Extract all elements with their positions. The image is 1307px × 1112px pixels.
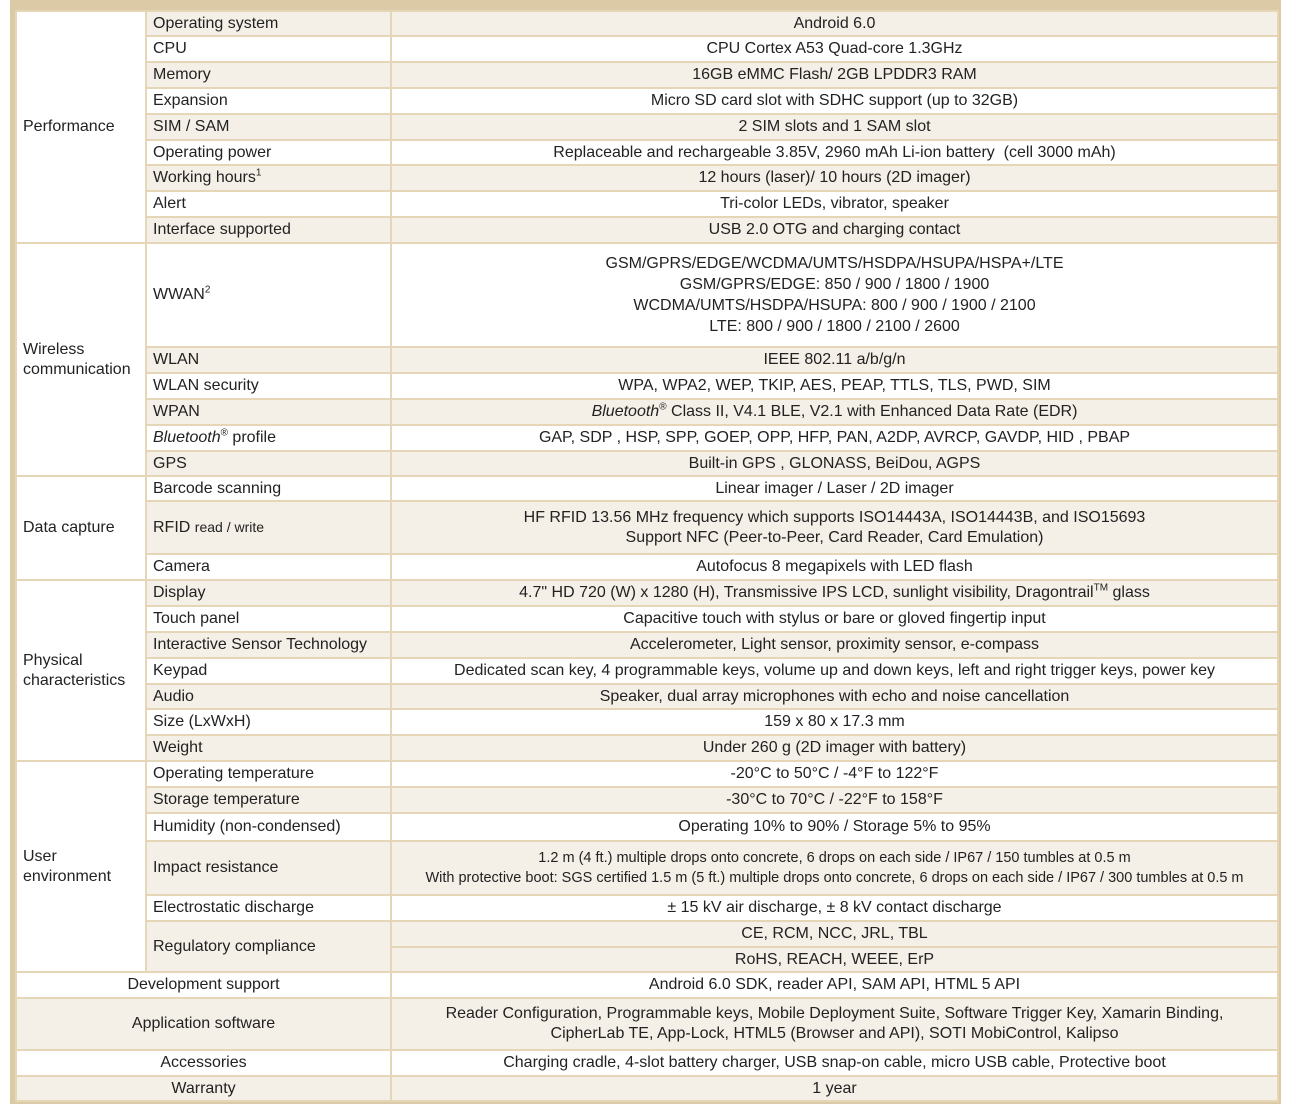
spec-value: Built-in GPS , GLONASS, BeiDou, AGPS	[391, 451, 1278, 476]
spec-label: Alert	[146, 191, 391, 217]
category-line: Physical	[23, 651, 83, 669]
table-row	[16, 632, 1278, 658]
spec-value: Dedicated scan key, 4 programmable keys, volume up and down keys, left and right trigger keys, power key	[391, 658, 1278, 684]
spec-label: Impact resistance	[146, 841, 391, 895]
spec-value	[391, 580, 1278, 606]
table-row	[16, 88, 1278, 114]
spec-value: -30°C to 70°C / -22°F to 158°F	[391, 787, 1278, 813]
spec-value: Speaker, dual array microphones with echo and noise cancellation	[391, 684, 1278, 709]
value-line: GSM/GPRS/EDGE/WCDMA/UMTS/HSDPA/HSUPA/HSPA+/LTE	[605, 255, 1064, 272]
table-row	[16, 399, 1278, 425]
spec-value: Linear imager / Laser / 2D imager	[391, 476, 1278, 501]
table-row	[16, 1050, 1278, 1076]
spec-label: Electrostatic discharge	[146, 895, 391, 921]
registered-mark: ®	[220, 427, 228, 439]
spec-label: Accessories	[16, 1050, 391, 1076]
table-row	[16, 11, 1278, 36]
spec-value: Replaceable and rechargeable 3.85V, 2960 mAh Li-ion battery (cell 3000 mAh)	[391, 140, 1278, 165]
table-row	[16, 62, 1278, 88]
spec-label: Camera	[146, 554, 391, 580]
footnote-mark: 1	[255, 167, 262, 179]
spec-value: Micro SD card slot with SDHC support (up to 32GB)	[391, 88, 1278, 114]
spec-label: Weight	[146, 735, 391, 761]
spec-label: Storage temperature	[146, 787, 391, 813]
table-row	[16, 243, 1278, 347]
table-row	[16, 1076, 1278, 1101]
spec-label: Humidity (non-condensed)	[146, 813, 391, 841]
value-line: With protective boot: SGS certified 1.5 m (5 ft.) multiple drops onto concrete, 6 drops on each side / IP67 / 300 tumbles at 0.5 m	[425, 870, 1244, 886]
table-row	[16, 501, 1278, 554]
category-physical-characteristics	[16, 580, 146, 761]
value-line: CipherLab TE, App-Lock, HTML5 (Browser and API), SOTI MobiControl, Kalipso	[550, 1025, 1119, 1042]
spec-label: GPS	[146, 451, 391, 476]
category-performance: Performance	[16, 11, 146, 243]
category-data-capture: Data capture	[16, 476, 146, 580]
value-text: 4.7" HD 720 (W) x 1280 (H), Transmissive IPS LCD, sunlight visibility, Dragontrail	[519, 584, 1094, 601]
table-row	[16, 425, 1278, 451]
table-row	[16, 140, 1278, 165]
spec-value	[391, 998, 1278, 1050]
category-line: communication	[23, 360, 131, 378]
spec-label: Interface supported	[146, 217, 391, 243]
spec-label	[146, 425, 391, 451]
spec-value	[391, 841, 1278, 895]
spec-label: Keypad	[146, 658, 391, 684]
table-row	[16, 373, 1278, 399]
table-row	[16, 735, 1278, 761]
label-text: WWAN	[153, 286, 205, 303]
table-row	[16, 580, 1278, 606]
bluetooth-brand: Bluetooth	[153, 429, 221, 446]
spec-label: Development support	[16, 972, 391, 998]
table-row	[16, 998, 1278, 1050]
spec-value: 12 hours (laser)/ 10 hours (2D imager)	[391, 165, 1278, 191]
table-row	[16, 761, 1278, 787]
spec-value: Autofocus 8 megapixels with LED flash	[391, 554, 1278, 580]
value-text: glass	[1108, 584, 1150, 601]
spec-value: Tri-color LEDs, vibrator, speaker	[391, 191, 1278, 217]
label-text: RFID	[153, 519, 191, 536]
spec-label: CPU	[146, 36, 391, 62]
spec-value: 2 SIM slots and 1 SAM slot	[391, 114, 1278, 140]
table-row	[16, 658, 1278, 684]
spec-value: Android 6.0	[391, 11, 1278, 36]
spec-table	[15, 10, 1279, 1102]
table-row	[16, 972, 1278, 998]
table-row	[16, 217, 1278, 243]
bluetooth-brand: Bluetooth	[591, 403, 660, 420]
spec-label: Interactive Sensor Technology	[146, 632, 391, 658]
spec-value: WPA, WPA2, WEP, TKIP, AES, PEAP, TTLS, TLS, PWD, SIM	[391, 373, 1278, 399]
table-row	[16, 554, 1278, 580]
spec-label	[146, 501, 391, 554]
footnote-mark: 2	[204, 284, 211, 296]
trademark-mark: TM	[1093, 582, 1109, 594]
table-row	[16, 895, 1278, 921]
spec-value: Android 6.0 SDK, reader API, SAM API, HTML 5 API	[391, 972, 1278, 998]
spec-value: ± 15 kV air discharge, ± 8 kV contact discharge	[391, 895, 1278, 921]
value-line: Reader Configuration, Programmable keys, Mobile Deployment Suite, Software Trigger Key, Xamarin Binding,	[445, 1005, 1224, 1022]
spec-label: Expansion	[146, 88, 391, 114]
spec-value: Operating 10% to 90% / Storage 5% to 95%	[391, 813, 1278, 841]
label-note: read / write	[194, 519, 265, 535]
spec-value: CE, RCM, NCC, JRL, TBL	[391, 921, 1278, 947]
table-row	[16, 921, 1278, 947]
category-line: Wireless	[23, 340, 85, 358]
registered-mark: ®	[659, 401, 667, 413]
table-row	[16, 684, 1278, 709]
spec-label: Operating temperature	[146, 761, 391, 787]
value-line: Support NFC (Peer-to-Peer, Card Reader, Card Emulation)	[625, 528, 1044, 546]
spec-value: GAP, SDP , HSP, SPP, GOEP, OPP, HFP, PAN, A2DP, AVRCP, GAVDP, HID , PBAP	[391, 425, 1278, 451]
spec-label	[146, 243, 391, 347]
spec-label: WPAN	[146, 399, 391, 425]
spec-value: CPU Cortex A53 Quad-core 1.3GHz	[391, 36, 1278, 62]
table-row	[16, 787, 1278, 813]
spec-label: Application software	[16, 998, 391, 1050]
table-row	[16, 451, 1278, 476]
spec-value: -20°C to 50°C / -4°F to 122°F	[391, 761, 1278, 787]
category-user-environment	[16, 761, 146, 972]
spec-label: Operating system	[146, 11, 391, 36]
spec-label: Touch panel	[146, 606, 391, 632]
spec-value: Charging cradle, 4-slot battery charger, USB snap-on cable, micro USB cable, Protective boot	[391, 1050, 1278, 1076]
value-line: 1.2 m (4 ft.) multiple drops onto concrete, 6 drops on each side / IP67 / 150 tumbles at 0.5 m	[538, 850, 1131, 866]
label-text: profile	[227, 429, 277, 446]
spec-value: IEEE 802.11 a/b/g/n	[391, 347, 1278, 373]
spec-label	[146, 165, 391, 191]
spec-value: 159 x 80 x 17.3 mm	[391, 709, 1278, 735]
table-row	[16, 813, 1278, 841]
category-line: User	[23, 847, 57, 865]
spec-label: Warranty	[16, 1076, 391, 1101]
value-line: WCDMA/UMTS/HSDPA/HSUPA: 800 / 900 / 1900 / 2100	[633, 297, 1036, 314]
table-row	[16, 191, 1278, 217]
value-line: LTE: 800 / 900 / 1800 / 2100 / 2600	[709, 318, 960, 335]
spec-label: Barcode scanning	[146, 476, 391, 501]
value-text: Class II, V4.1 BLE, V2.1 with Enhanced Data Rate (EDR)	[666, 403, 1078, 420]
spec-value: Capacitive touch with stylus or bare or gloved fingertip input	[391, 606, 1278, 632]
spec-label: Display	[146, 580, 391, 606]
category-line: environment	[23, 867, 112, 885]
table-row	[16, 165, 1278, 191]
spec-label: Regulatory compliance	[146, 921, 391, 972]
spec-label: WLAN	[146, 347, 391, 373]
label-text: Working hours	[153, 169, 256, 186]
spec-label: Operating power	[146, 140, 391, 165]
spec-value	[391, 501, 1278, 554]
spec-value	[391, 399, 1278, 425]
table-row	[16, 709, 1278, 735]
spec-value	[391, 243, 1278, 347]
spec-value: Accelerometer, Light sensor, proximity sensor, e-compass	[391, 632, 1278, 658]
spec-label: Audio	[146, 684, 391, 709]
table-row	[16, 476, 1278, 501]
spec-value: 1 year	[391, 1076, 1278, 1101]
value-line: HF RFID 13.56 MHz frequency which supports ISO14443A, ISO14443B, and ISO15693	[523, 508, 1146, 526]
spec-value: Under 260 g (2D imager with battery)	[391, 735, 1278, 761]
spec-label: WLAN security	[146, 373, 391, 399]
category-line: characteristics	[23, 671, 126, 689]
value-line: GSM/GPRS/EDGE: 850 / 900 / 1800 / 1900	[679, 276, 990, 293]
table-row	[16, 36, 1278, 62]
table-row	[16, 347, 1278, 373]
spec-value: RoHS, REACH, WEEE, ErP	[391, 947, 1278, 972]
spec-label: SIM / SAM	[146, 114, 391, 140]
table-row	[16, 114, 1278, 140]
spec-label: Size (LxWxH)	[146, 709, 391, 735]
spec-value: USB 2.0 OTG and charging contact	[391, 217, 1278, 243]
table-row	[16, 606, 1278, 632]
category-wireless-communication	[16, 243, 146, 476]
table-row	[16, 841, 1278, 895]
spec-value: 16GB eMMC Flash/ 2GB LPDDR3 RAM	[391, 62, 1278, 88]
spec-label: Memory	[146, 62, 391, 88]
